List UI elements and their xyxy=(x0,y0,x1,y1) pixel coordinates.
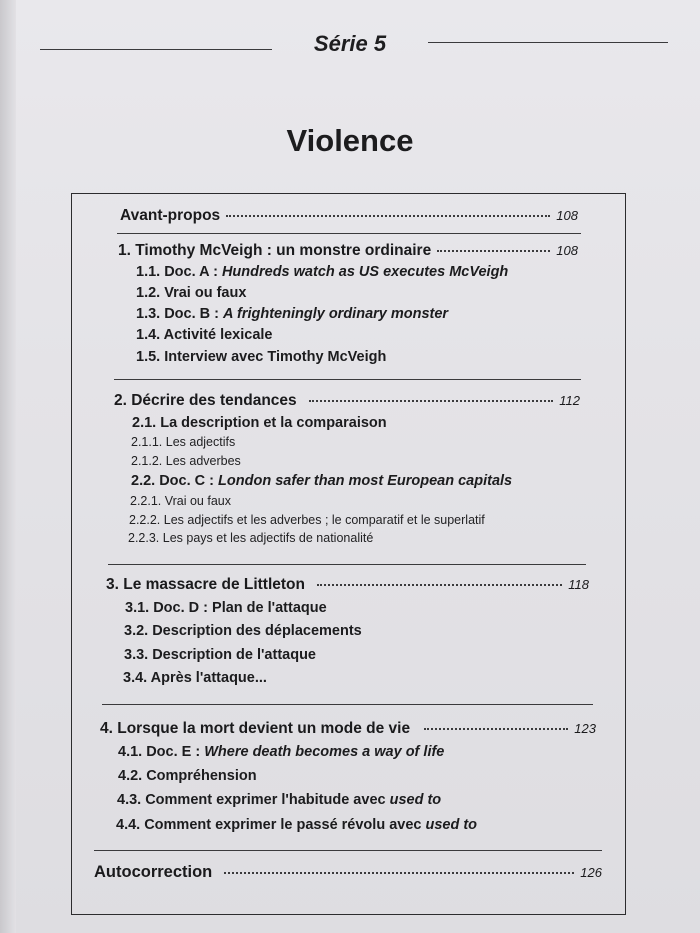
toc-entry-4-2: 4.2. Compréhension xyxy=(118,768,257,784)
leader-dots xyxy=(226,215,550,217)
leader-dots xyxy=(309,400,554,402)
toc-entry-3-1: 3.1. Doc. D : Plan de l'attaque xyxy=(125,600,327,616)
series-heading: Série 5 xyxy=(313,31,387,56)
page-title: Violence xyxy=(286,123,414,158)
leader-dots xyxy=(224,872,574,874)
entry-title: Hundreds watch as US executes McVeigh xyxy=(221,264,509,280)
entry-number: 1.2. Vrai ou faux xyxy=(136,285,247,301)
page-number: 108 xyxy=(556,243,578,258)
toc-entry-3-4: 3.4. Après l'attaque... xyxy=(123,670,267,686)
entry-title: London safer than most European capitals xyxy=(218,473,513,489)
toc-row-section-2 xyxy=(114,392,580,410)
page-number: 108 xyxy=(556,208,578,223)
toc-label: 2. Décrire des tendances xyxy=(114,392,297,409)
toc-entry-3-3: 3.3. Description de l'attaque xyxy=(124,647,316,663)
leader-dots xyxy=(317,584,562,586)
section-divider xyxy=(94,850,602,851)
toc-label: Avant-propos xyxy=(120,207,221,224)
header-rule-left xyxy=(40,49,272,50)
entry-number: 2.2. Doc. C : xyxy=(131,473,219,489)
toc-entry-2-1 xyxy=(132,415,387,431)
toc-entry-4-3 xyxy=(117,792,441,808)
toc-entry-1-4 xyxy=(136,327,273,343)
entry-title: Where death becomes a way of life xyxy=(204,744,445,760)
page-number: 118 xyxy=(568,577,589,592)
header-rule-right xyxy=(428,42,668,43)
entry-title: A frighteningly ordinary monster xyxy=(223,306,449,322)
page-number: 112 xyxy=(559,393,580,408)
entry-number: 2.1. La description et la comparaison xyxy=(132,415,387,431)
section-divider xyxy=(102,704,593,705)
toc-entry-2-2 xyxy=(131,473,512,489)
toc-subentry-2-2-3: 2.2.3. Les pays et les adjectifs de nationalité xyxy=(128,531,374,545)
toc-subentry-2-1-2: 2.1.2. Les adverbes xyxy=(131,454,241,468)
toc-row-section-3 xyxy=(106,576,589,594)
toc-entry-1-3 xyxy=(136,306,448,322)
leader-dots xyxy=(437,250,550,252)
toc-row-section-4 xyxy=(100,720,596,738)
toc-row-avant-propos xyxy=(120,207,578,225)
toc-subentry-2-2-1: 2.2.1. Vrai ou faux xyxy=(130,494,231,508)
toc-label: 3. Le massacre de Littleton xyxy=(106,576,305,593)
page-spine-shadow xyxy=(0,0,16,933)
section-divider xyxy=(108,564,586,565)
toc-entry-1-1 xyxy=(136,264,508,280)
toc-row-section-1 xyxy=(118,242,578,260)
toc-entry-4-1 xyxy=(118,744,444,760)
toc-entry-1-5 xyxy=(136,349,386,365)
entry-text: 4.3. Comment exprimer l'habitude avec xyxy=(117,792,390,808)
entry-emphasis: used to xyxy=(389,792,442,808)
section-divider xyxy=(114,379,581,380)
toc-row-autocorrection xyxy=(94,863,602,882)
section-divider xyxy=(117,233,581,234)
toc-entry-3-2: 3.2. Description des déplacements xyxy=(124,623,362,639)
entry-number: 1.4. Activité lexicale xyxy=(136,327,273,343)
toc-label: 1. Timothy McVeigh : un monstre ordinaire xyxy=(118,242,432,259)
entry-number: 4.1. Doc. E : xyxy=(118,744,205,760)
toc-subentry-2-2-2: 2.2.2. Les adjectifs et les adverbes ; le comparatif et le superlatif xyxy=(129,513,485,527)
toc-label: Autocorrection xyxy=(94,863,213,881)
page-number: 126 xyxy=(580,865,602,880)
entry-number: 1.5. Interview avec Timothy McVeigh xyxy=(136,349,387,365)
entry-number: 1.1. Doc. A : xyxy=(136,264,222,280)
toc-entry-4-4 xyxy=(116,817,477,833)
toc-subentry-2-1-1: 2.1.1. Les adjectifs xyxy=(131,435,236,449)
entry-number: 1.3. Doc. B : xyxy=(136,306,224,322)
entry-emphasis: used to xyxy=(425,817,478,833)
page-number: 123 xyxy=(574,721,596,736)
toc-entry-1-2 xyxy=(136,285,246,301)
entry-text: 4.4. Comment exprimer le passé révolu avec xyxy=(116,817,426,833)
leader-dots xyxy=(424,728,568,730)
toc-label: 4. Lorsque la mort devient un mode de vie xyxy=(100,720,411,737)
